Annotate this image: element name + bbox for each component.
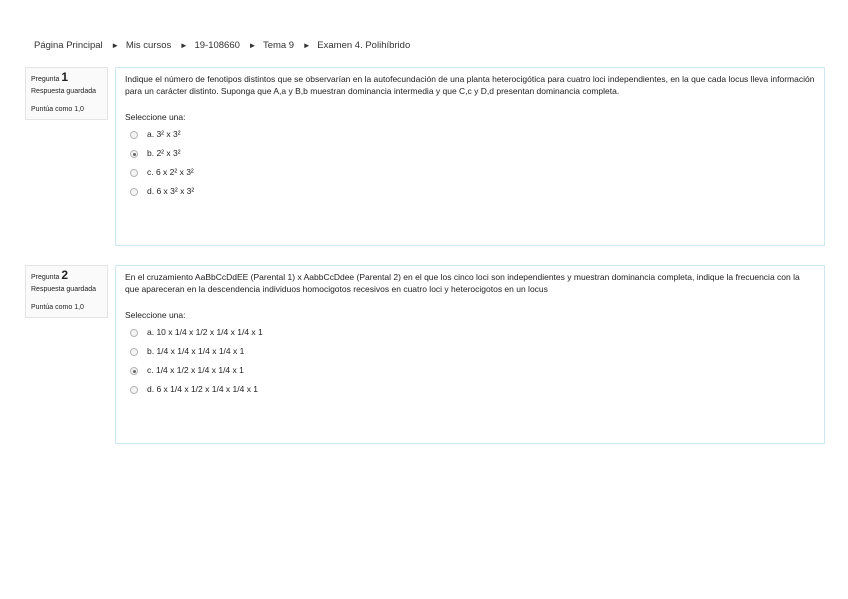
question-text: En el cruzamiento AaBbCcDdEE (Parental 1) x AabbCcDdee (Parental 2) en el que los cinco loci son independientes y muestran dominancia completa, indique la frecuencia con la que apareceran en la descendencia individuos homocigotos recesivos en cuatro loci y heterocigotos en un locus (125, 272, 800, 294)
question-label: Pregunta (31, 76, 60, 83)
question-number-label (31, 270, 102, 283)
question-content (115, 67, 825, 246)
radio-button[interactable] (130, 131, 138, 139)
question-content (115, 265, 825, 444)
question-info (25, 265, 108, 318)
answer-option-label[interactable]: b. 2² x 3² (147, 148, 181, 159)
radio-button[interactable] (130, 367, 138, 375)
answer-option-a[interactable] (125, 324, 815, 343)
answer-option-b[interactable] (125, 343, 815, 362)
breadcrumb-my-courses[interactable]: Mis cursos (125, 40, 172, 51)
breadcrumb-separator: ► (179, 41, 188, 50)
answer-option-label[interactable]: a. 10 x 1/4 x 1/2 x 1/4 x 1/4 x 1 (147, 327, 263, 338)
question-grade: Puntúa como 1,0 (31, 304, 84, 311)
radio-button[interactable] (130, 386, 138, 394)
answer-option-c[interactable] (125, 362, 815, 381)
question-text: Indique el número de fenotipos distintos que se observarían en la autofecundación de una planta heterocigótica para cuatro loci independientes, en la que cada locus lleva información para un carácter distinto. Suponga que A,a y B,b muestran dominancia intermedia y que C,c y D,d presentan dominancia completa. (125, 74, 815, 96)
answer-option-a[interactable] (125, 126, 815, 145)
question-state: Respuesta guardada (31, 88, 96, 95)
answer-prompt: Seleccione una: (125, 310, 186, 320)
question-number: 1 (61, 70, 69, 84)
breadcrumb-home[interactable]: Página Principal (34, 40, 103, 51)
answer-option-d[interactable] (125, 183, 815, 202)
answer-option-label[interactable]: d. 6 x 1/4 x 1/2 x 1/4 x 1/4 x 1 (147, 384, 259, 395)
breadcrumb-separator: ► (302, 41, 311, 50)
radio-button[interactable] (130, 150, 138, 158)
answer-option-label[interactable]: d. 6 x 3² x 3² (147, 186, 195, 197)
answer-option-c[interactable] (125, 164, 815, 183)
question-label: Pregunta (31, 274, 60, 281)
breadcrumb-course[interactable]: 19-108660 (194, 40, 240, 51)
breadcrumb-exam[interactable]: Examen 4. Polihíbrido (317, 40, 411, 51)
answer-option-label[interactable]: c. 1/4 x 1/2 x 1/4 x 1/4 x 1 (147, 365, 244, 376)
radio-button[interactable] (130, 188, 138, 196)
answer-option-label[interactable]: b. 1/4 x 1/4 x 1/4 x 1/4 x 1 (147, 346, 245, 357)
radio-button[interactable] (130, 329, 138, 337)
breadcrumb-topic[interactable]: Tema 9 (262, 40, 295, 51)
question-info (25, 67, 108, 120)
answer-prompt: Seleccione una: (125, 112, 186, 122)
question-number: 2 (61, 268, 69, 282)
radio-button[interactable] (130, 348, 138, 356)
breadcrumb-separator: ► (111, 41, 120, 50)
question-state: Respuesta guardada (31, 286, 96, 293)
answer-option-d[interactable] (125, 381, 815, 400)
answer-option-label[interactable]: a. 3² x 3² (147, 129, 181, 140)
answer-option-label[interactable]: c. 6 x 2² x 3² (147, 167, 194, 178)
answer-option-b[interactable] (125, 145, 815, 164)
breadcrumb-separator: ► (248, 41, 257, 50)
answer-options (125, 126, 815, 202)
breadcrumb (34, 40, 410, 51)
radio-button[interactable] (130, 169, 138, 177)
answer-options (125, 324, 815, 400)
question-grade: Puntúa como 1,0 (31, 106, 84, 113)
question-number-label (31, 72, 102, 85)
